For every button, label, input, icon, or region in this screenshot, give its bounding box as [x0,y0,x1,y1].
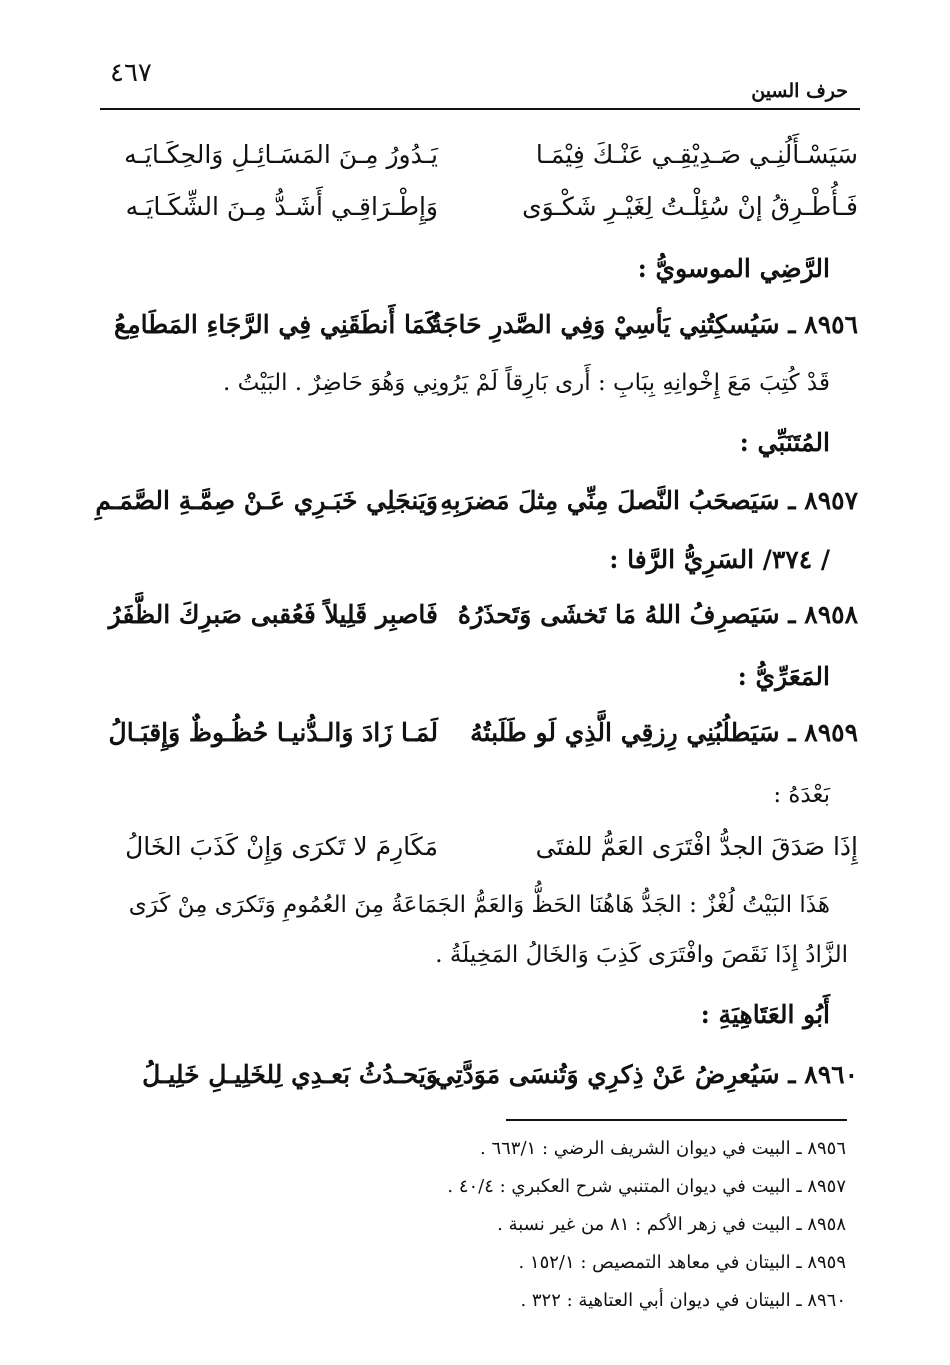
verse-hemistich: إِذَا صَدَقَ الجدُّ افْتَرَى العَمُّ للفتَى [535,832,858,861]
commentary-line: قَدْ كُتِبَ مَعَ إِخْوانِهِ بِبَابِ : أَرى بَارِقاً لَمْ يَرُونِي وَهُوَ حَاضِرٌ . البَيْتُ . [223,370,830,396]
commentary-line: الزَّادُ إِذَا نَقَصَ وافْتَرَى كَذِبَ وَالخَالُ المَخِيلَةُ . [435,942,848,968]
footnote: ٨٩٥٦ ـ البيت في ديوان الشريف الرضي : ٦٦٣/١ . [480,1138,846,1159]
footnote: ٨٩٥٧ ـ البيت في ديوان المتنبي شرح العكبري : ٤٠/٤ . [447,1176,846,1197]
verse-hemistich: ٨٩٥٨ ـ سَيَصرِفُ اللهُ مَا تَخشَى وَتَحذَرُهُ [457,600,858,629]
footnote: ٨٩٥٩ ـ البيتان في معاهد التمصيص : ١٥٢/١ . [518,1252,846,1273]
verse-hemistich: ٨٩٥٩ ـ سَيَطلُبُنِي رِزقِي الَّذِي لَو طَلَبتُهُ [470,718,858,747]
verse-hemistich: فَـأُطْـرِقُ إنْ سُئِلْـتُ لِغَيْـرِ شَكْـوَى [522,192,858,221]
verse-hemistich: ٨٩٥٧ ـ سَيَصحَبُ النَّصلَ مِنِّي مِثلَ مَضرَبِهِ [440,486,858,515]
verse-hemistich: وَيَحـدُثُ بَعـدِي لِلخَلِيـلِ خَلِيـلُ [142,1060,438,1089]
footnote-rule [506,1119,847,1121]
verse-hemistich: كَمَا أَنطَقَنِي فِي الرَّجَاءِ المَطَامِعُ [113,310,438,339]
poet-name: أَبُو العَتَاهِيَةِ : [700,1000,830,1029]
verse-hemistich: وَإِطْـرَاقِـي أَشَـدُّ مِـنَ الشِّكَـايَـه [125,192,438,221]
verse-hemistich: ٨٩٦٠ ـ سَيُعرِضُ عَنْ ذِكرِي وَتُنسَى مَوَدَّتِي [434,1060,858,1089]
page-number: ٤٦٧ [110,58,152,88]
label-after: بَعْدَهُ : [773,782,830,808]
verse-hemistich: يَـدُورُ مِـنَ المَسَـائِـلِ وَالحِكَـايَـه [124,140,438,169]
running-title: حرف السين [751,80,848,102]
verse-hemistich: فَاصبِر قَلِيلاً فَعُقبى صَبرِكَ الظَّفَرُ [108,600,438,629]
poet-name: المُتَنَبِّي : [739,428,830,457]
verse-hemistich: مَكَارِمَ لا تَكرَى وَإِنْ كَذَبَ الخَالُ [125,832,438,861]
verse-hemistich: سَيَسْـأَلُنِـي صَـدِيْقِـي عَنْـكَ فِيْمَـا [535,140,858,169]
footnote: ٨٩٥٨ ـ البيت في زهر الأكم : ٨١ من غير نسبة . [497,1214,846,1235]
verse-hemistich: ٨٩٥٦ ـ سَيُسكِتُنِي يَأسِيْ وَفِي الصَّدرِ حَاجَةٌ [429,310,858,339]
poet-name: الرَّضِي الموسويُّ : [637,254,830,283]
poet-name: المَعَرِّيُّ : [737,662,830,691]
poet-name: / ٣٧٤/ السَرِيُّ الرَّفا : [609,545,830,574]
verse-hemistich: لَمَـا زَادَ وَالـدُّنيـا حُظُـوظٌ وَإِقبَـالُ [108,718,438,747]
verse-hemistich: وَيَنجَلِي خَبَـرِي عَـنْ صِمَّـةِ الصَّمَـمِ [95,486,438,515]
footnote: ٨٩٦٠ ـ البيتان في ديوان أبي العتاهية : ٣٢٢ . [520,1290,846,1311]
header-rule [100,108,860,110]
commentary-line: هَذَا البَيْتُ لُغْزٌ : الجَدُّ هَاهُنَا الحَظُّ وَالعَمُّ الجَمَاعَةُ مِنَ العُمُومِ وَتَكرَى مِنْ كَرَى [128,892,830,918]
